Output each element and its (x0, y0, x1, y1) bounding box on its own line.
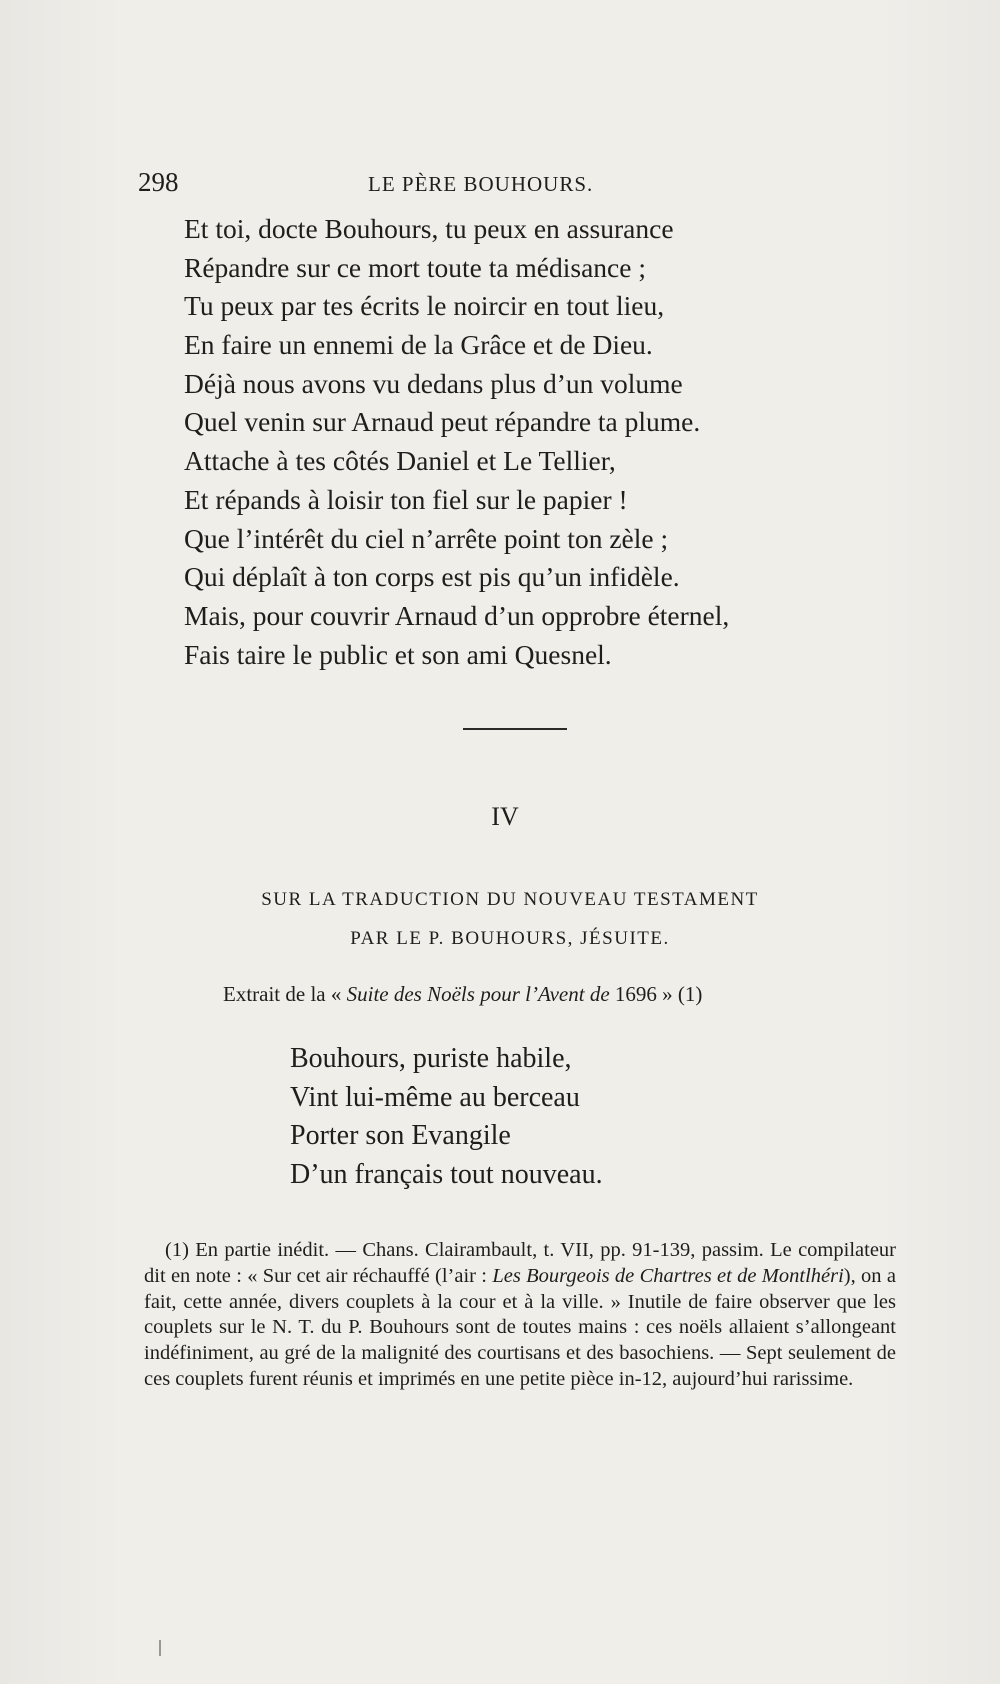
verse-line: En faire un ennemi de la Grâce et de Dieu. (184, 329, 653, 361)
extract-suffix: 1696 » (1) (609, 982, 703, 1006)
poem-stanza-one (184, 210, 884, 674)
section-title-line-2: PAR LE P. BOUHOURS, JÉSUITE. (350, 928, 670, 949)
footnote-air-title: Les Bourgeois de Chartres et de Montlhéri (492, 1264, 844, 1287)
footnote (144, 1238, 896, 1393)
verse-line: Que l’intérêt du ciel n’arrête point ton zèle ; (184, 522, 669, 554)
section-number: IV (491, 802, 519, 831)
verse-line: Quel venin sur Arnaud peut répandre ta plume. (184, 406, 701, 438)
verse-line: Vint lui-même au berceau (290, 1081, 580, 1113)
verse-line: D’un français tout nouveau. (290, 1158, 603, 1190)
extract-title: Suite des Noëls pour l’Avent de (346, 982, 610, 1006)
section-title-line-1: SUR LA TRADUCTION DU NOUVEAU TESTAMENT (261, 889, 759, 910)
verse-line: Déjà nous avons vu dedans plus d’un volume (184, 367, 683, 399)
footnote-text-2: ), on a fait, cette année, divers couplets à la cour et à la ville. » Inutile de faire observer que les couplets sur le N. T. du P. Bouhours sont de toutes mains : ces noëls allaient s’allongeant indéfiniment, au gré de la malignité des courtisans et des basochiens. — Sept seulement de ces couplets furent réunis et imprimés en une petite pièce in-12, aujourd’hui rarissime. (144, 1264, 896, 1390)
verse-line: Attache à tes côtés Daniel et Le Tellier, (184, 445, 616, 477)
verse-line: Fais taire le public et son ami Quesnel. (184, 638, 612, 670)
verse-line: Et répands à loisir ton fiel sur le papier ! (184, 483, 628, 515)
verse-line: Qui déplaît à ton corps est pis qu’un infidèle. (184, 561, 680, 593)
page-header (138, 162, 861, 202)
section-divider-rule (463, 728, 567, 730)
verse-line: Mais, pour couvrir Arnaud d’un opprobre éternel, (184, 599, 730, 631)
page-number: 298 (138, 167, 179, 197)
verse-line: Bouhours, puriste habile, (290, 1043, 572, 1074)
verse-line: Porter son Evangile (290, 1120, 511, 1151)
verse-line: Tu peux par tes écrits le noircir en tout lieu, (184, 290, 665, 322)
margin-mark (159, 1640, 161, 1656)
extract-source-line (223, 978, 702, 1010)
extract-prefix: Extrait de la « (223, 982, 347, 1006)
verse-line: Et toi, docte Bouhours, tu peux en assurance (184, 213, 674, 244)
poem-stanza-two (290, 1040, 603, 1194)
footnote-text-1: (1) En partie inédit. — Chans. Clairambault, t. VII, pp. 91-139, passim. Le compilateur dit en note : « Sur cet air réchauffé (l’air : (144, 1239, 896, 1287)
verse-line: Répandre sur ce mort toute ta médisance ; (184, 251, 646, 283)
running-head: LE PÈRE BOUHOURS. (368, 172, 594, 196)
